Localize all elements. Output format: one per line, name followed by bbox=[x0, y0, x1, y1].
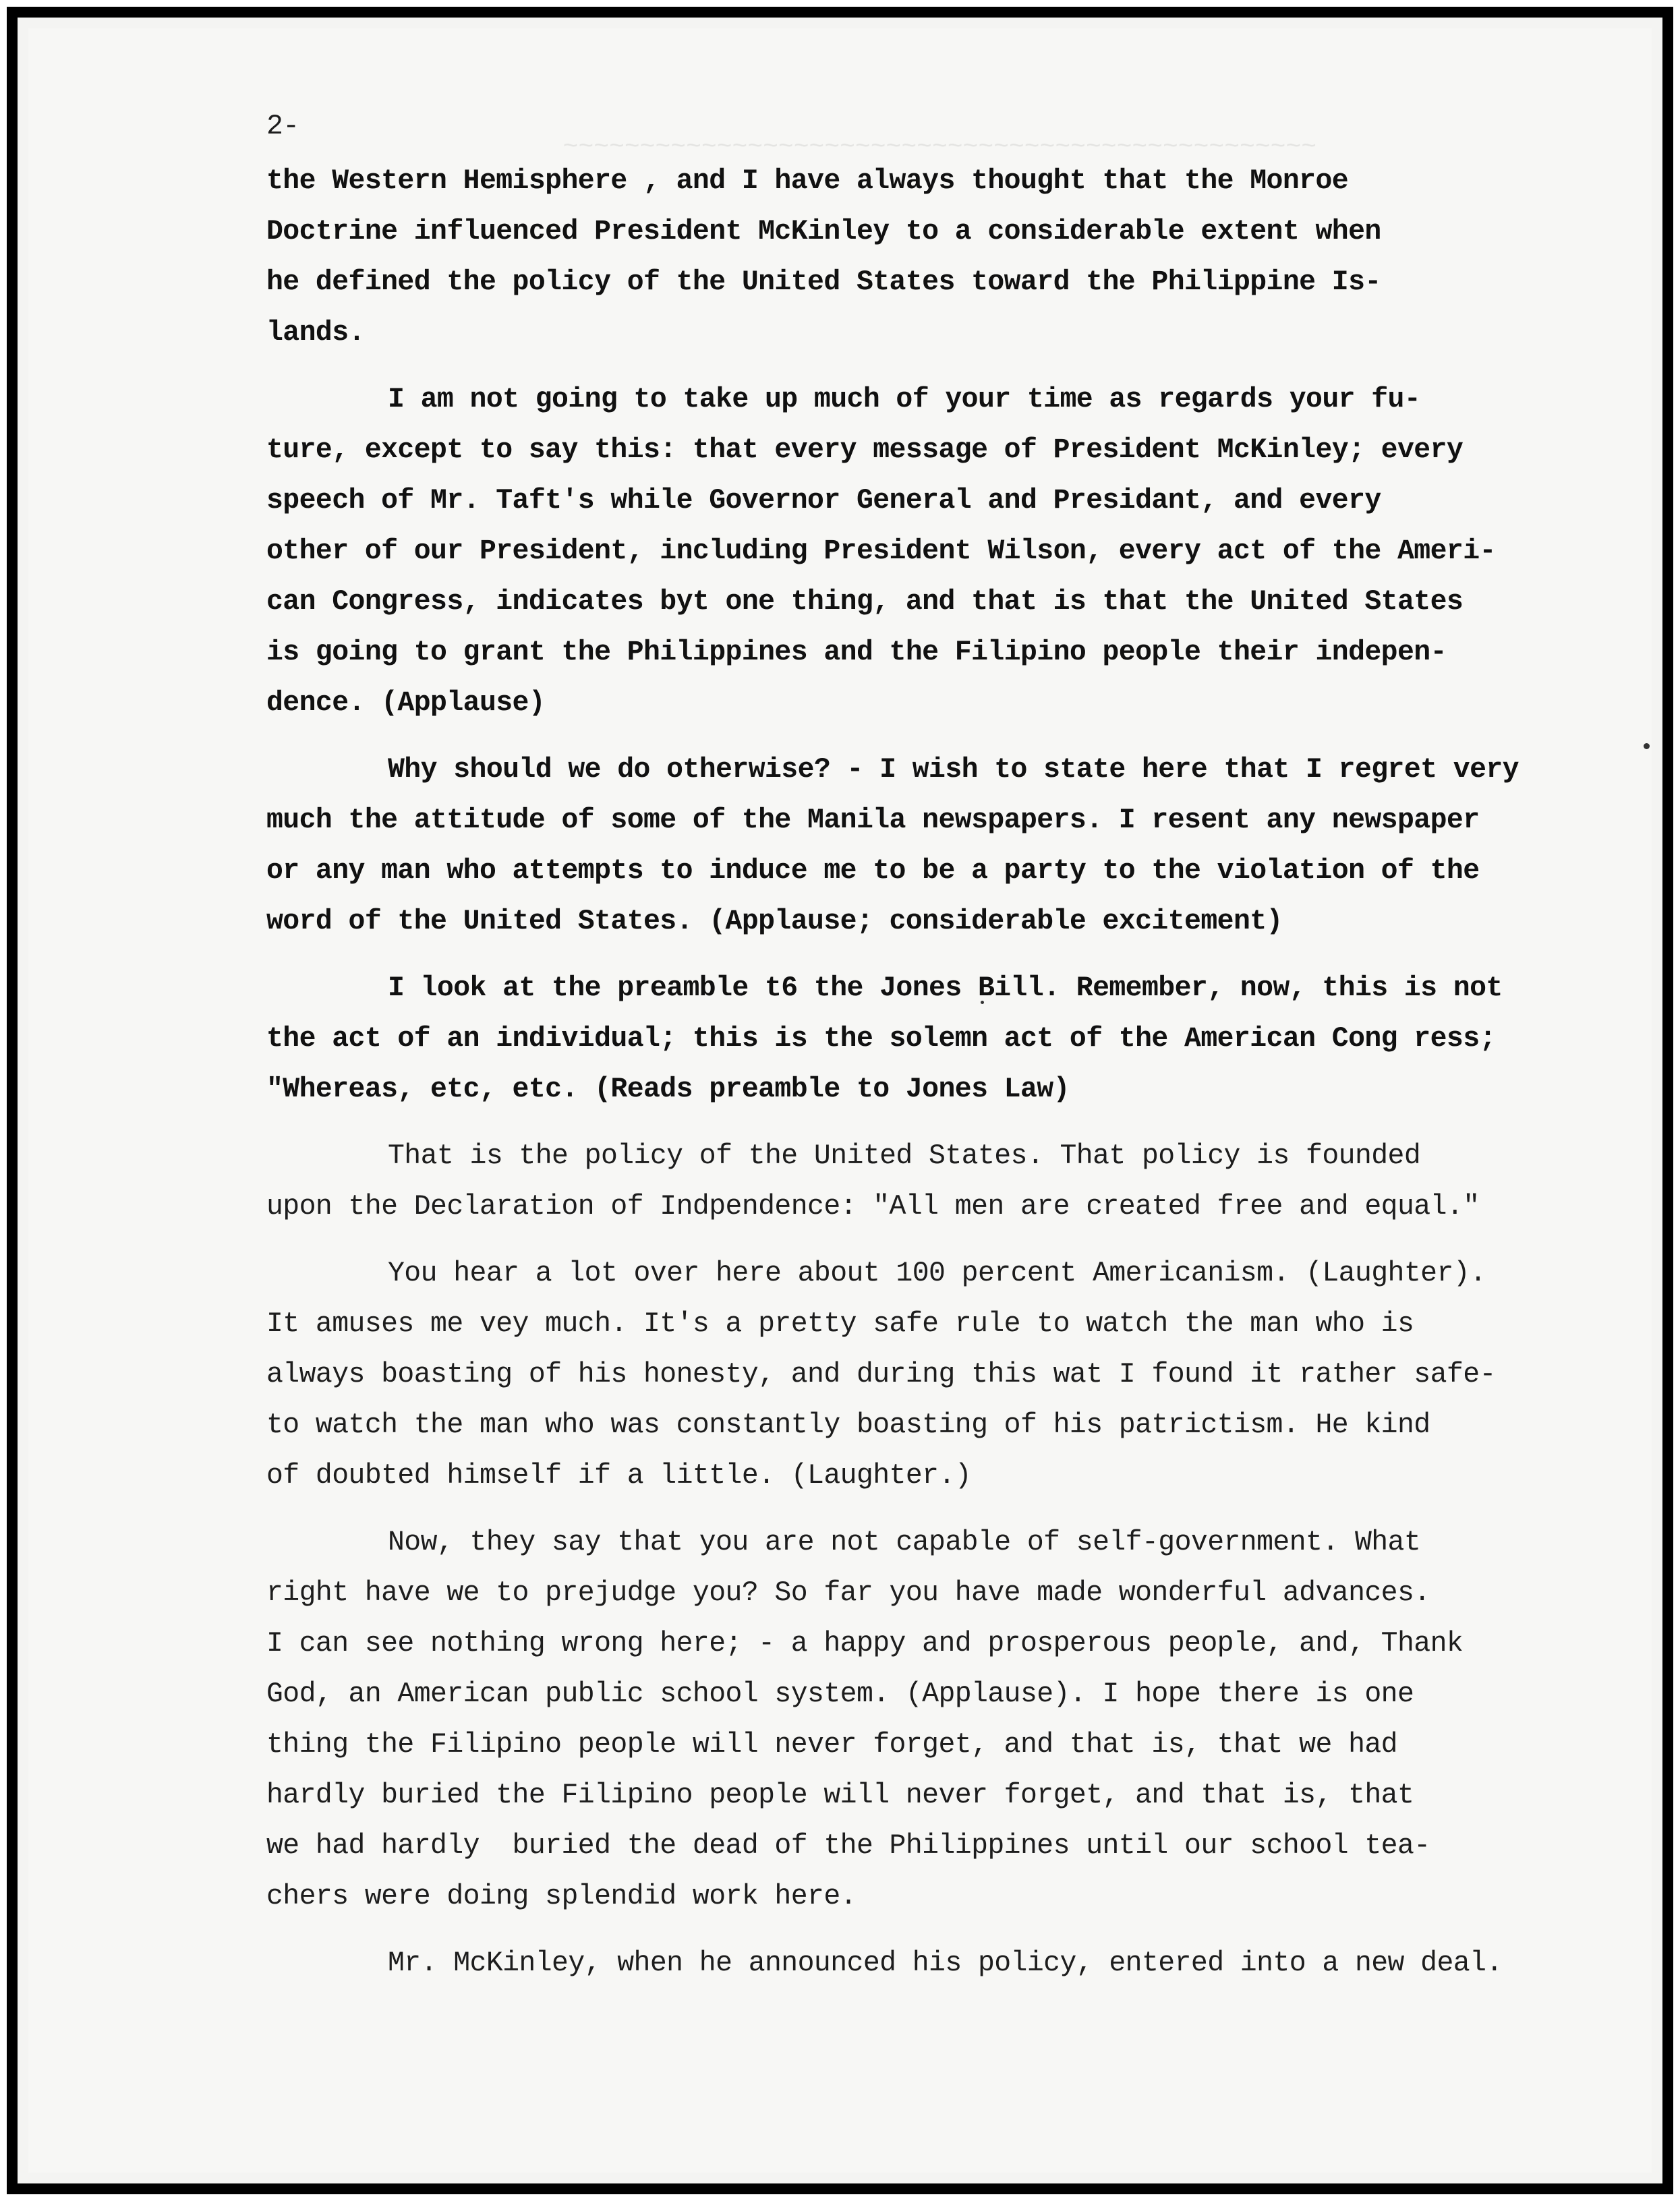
text-line: "Whereas, etc, etc. (Reads preamble to Jones Law) bbox=[266, 1074, 1070, 1105]
text-line: of doubted himself if a little. (Laughter.) bbox=[266, 1460, 972, 1492]
paragraph bbox=[266, 963, 1588, 1115]
text-line: much the attitude of some of the Manila newspapers. I resent any newspaper bbox=[266, 804, 1480, 836]
paragraph bbox=[266, 1938, 1588, 1989]
text-line: to watch the man who was constantly boasting of his patrictism. He kind bbox=[266, 1409, 1430, 1441]
text-line: upon the Declaration of Indpendence: "All men are created free and equal." bbox=[266, 1191, 1480, 1223]
text-line: I look at the preamble t6 the Jones Bill. Remember, now, this is not bbox=[388, 972, 1503, 1004]
text-line: I am not going to take up much of your time as regards your fu- bbox=[388, 384, 1421, 415]
paragraph bbox=[266, 374, 1588, 728]
text-line: thing the Filipino people will never forget, and that is, that we had bbox=[266, 1729, 1397, 1761]
document-body bbox=[266, 156, 1588, 1989]
bleed-through-texture: ~~~~~~~~~~~~~~~~~~~~~~~~~~~~~~~~~~~~~~~~~~~~~~~~~ bbox=[301, 133, 1317, 162]
text-line: word of the United States. (Applause; considerable excitement) bbox=[266, 906, 1283, 937]
text-line: Now, they say that you are not capable of self-government. What bbox=[388, 1527, 1421, 1558]
text-line: always boasting of his honesty, and during this wat I found it rather safe- bbox=[266, 1359, 1496, 1390]
typed-document bbox=[266, 101, 1588, 2005]
text-line: hardly buried the Filipino people will never forget, and that is, that bbox=[266, 1780, 1414, 1811]
text-line: That is the policy of the United States. That policy is founded bbox=[388, 1140, 1421, 1172]
text-line: right have we to prejudge you? So far you have made wonderful advances. bbox=[266, 1577, 1430, 1609]
text-line: You hear a lot over here about 100 percent Americanism. (Laughter). bbox=[388, 1258, 1486, 1289]
paragraph bbox=[266, 744, 1588, 947]
page-number: 2- bbox=[266, 111, 299, 142]
text-line: It amuses me vey much. It's a pretty safe rule to watch the man who is bbox=[266, 1308, 1414, 1340]
text-line: I can see nothing wrong here; - a happy and prosperous people, and, Thank bbox=[266, 1628, 1464, 1660]
text-line: the act of an individual; this is the solemn act of the American Cong ress; bbox=[266, 1023, 1496, 1055]
text-line: is going to grant the Philippines and the Filipino people their indepen- bbox=[266, 637, 1447, 668]
ink-speck bbox=[1644, 743, 1650, 749]
text-line: Mr. McKinley, when he announced his policy, entered into a new deal. bbox=[388, 1947, 1503, 1979]
text-line: ture, except to say this: that every message of President McKinley; every bbox=[266, 434, 1464, 466]
text-line: Doctrine influenced President McKinley to a considerable extent when bbox=[266, 216, 1381, 247]
paragraph bbox=[266, 1248, 1588, 1501]
text-line: Why should we do otherwise? - I wish to state here that I regret very bbox=[388, 754, 1519, 786]
text-line: speech of Mr. Taft's while Governor General and Presidant, and every bbox=[266, 485, 1381, 517]
text-line: we had hardly buried the dead of the Philippines until our school tea- bbox=[266, 1830, 1430, 1862]
text-line: other of our President, including President Wilson, every act of the Ameri- bbox=[266, 535, 1496, 567]
text-line: dence. (Applause) bbox=[266, 687, 546, 719]
text-line: God, an American public school system. (Applause). I hope there is one bbox=[266, 1678, 1414, 1710]
paragraph bbox=[266, 156, 1588, 358]
paragraph bbox=[266, 1517, 1588, 1922]
text-line: he defined the policy of the United States toward the Philippine Is- bbox=[266, 266, 1381, 298]
text-line: chers were doing splendid work here. bbox=[266, 1881, 857, 1912]
text-line: the Western Hemisphere , and I have always thought that the Monroe bbox=[266, 165, 1349, 197]
text-line: or any man who attempts to induce me to be a party to the violation of the bbox=[266, 855, 1480, 887]
paragraph bbox=[266, 1131, 1588, 1232]
text-line: lands. bbox=[266, 317, 365, 349]
text-line: can Congress, indicates byt one thing, and that is that the United States bbox=[266, 586, 1464, 618]
